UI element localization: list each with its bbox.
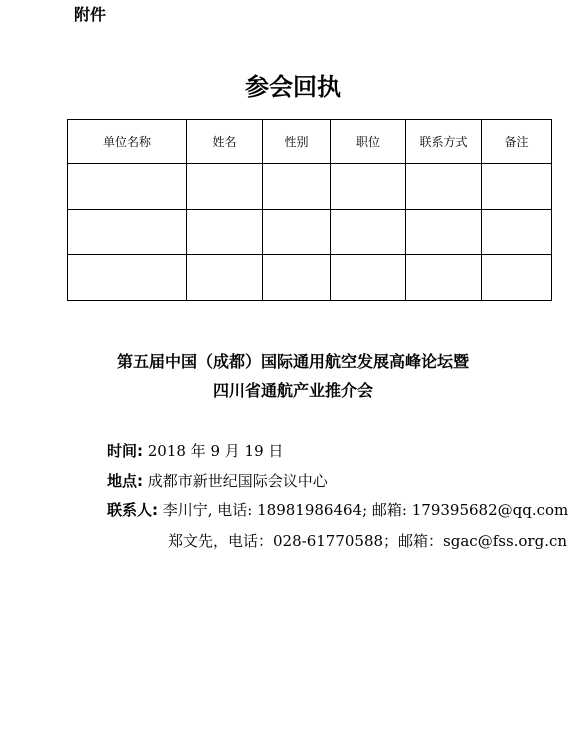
table-header-row [68, 120, 552, 164]
header-gender: 性别 [263, 120, 331, 164]
place-value: 成都市新世纪国际会议中心 [143, 472, 328, 490]
table-cell[interactable] [406, 255, 482, 301]
contact-line-1 [107, 500, 568, 520]
table-cell[interactable] [482, 255, 552, 301]
time-line [107, 441, 283, 461]
table-cell[interactable] [482, 164, 552, 210]
table-cell[interactable] [331, 164, 406, 210]
event-title-line2: 四川省通航产业推介会 [212, 381, 373, 400]
header-position: 职位 [331, 120, 406, 164]
table-cell[interactable] [406, 209, 482, 255]
attachment-label: 附件 [74, 5, 107, 24]
table-row [68, 255, 552, 301]
table-row [68, 209, 552, 255]
table-cell[interactable] [331, 209, 406, 255]
table-cell[interactable] [68, 255, 187, 301]
place-line [107, 471, 328, 491]
table-cell[interactable] [68, 209, 187, 255]
table-cell[interactable] [263, 255, 331, 301]
table-cell[interactable] [482, 209, 552, 255]
header-name: 姓名 [187, 120, 263, 164]
contact-line-2 [168, 531, 567, 551]
table-cell[interactable] [263, 164, 331, 210]
reply-form-table [67, 119, 552, 301]
table-cell[interactable] [187, 209, 263, 255]
header-unit-name: 单位名称 [68, 120, 187, 164]
contact-label: 联系人: [107, 501, 158, 519]
table-cell[interactable] [68, 164, 187, 210]
time-value: 2018 年 9 月 19 日 [143, 442, 284, 460]
table-cell[interactable] [406, 164, 482, 210]
contact1-value: 李川宁, 电话: 18981986464; 邮箱: 179395682@qq.com [158, 501, 569, 519]
table-cell[interactable] [331, 255, 406, 301]
place-label: 地点: [107, 472, 143, 490]
header-contact: 联系方式 [406, 120, 482, 164]
table-cell[interactable] [187, 255, 263, 301]
contact2-value: 郑文先，电话：028-61770588；邮箱：sgac@fss.org.cn [168, 532, 568, 550]
table-row [68, 164, 552, 210]
table-cell[interactable] [187, 164, 263, 210]
event-title-line1: 第五届中国（成都）国际通用航空发展高峰论坛暨 [116, 352, 469, 371]
time-label: 时间: [107, 442, 143, 460]
table-cell[interactable] [263, 209, 331, 255]
header-remarks: 备注 [482, 120, 552, 164]
document-title: 参会回执 [245, 72, 341, 101]
